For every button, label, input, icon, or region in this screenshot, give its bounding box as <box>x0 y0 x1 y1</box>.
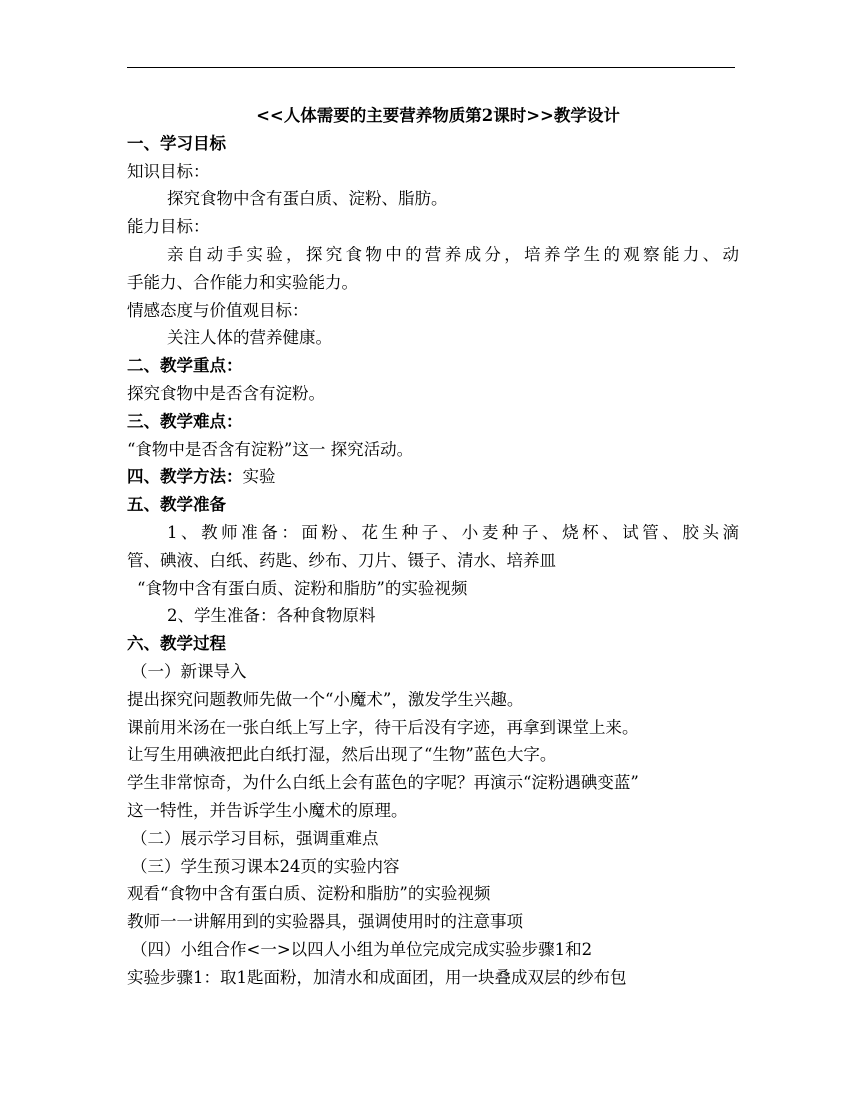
key-points-text: 探究食物中是否含有淀粉。 <box>127 383 325 403</box>
document-body <box>127 102 739 992</box>
header-rule <box>127 67 735 68</box>
attitude-goal-label: 情感态度与价值观目标： <box>127 300 309 320</box>
process-step1-line5: 这一特性，并告诉学生小魔术的原理。 <box>127 800 408 820</box>
process-step3-line1: 观看“食物中含有蛋白质、淀粉和脂肪”的实验视频 <box>127 884 491 904</box>
process-step3-heading: （三）学生预习课本24页的实验内容 <box>131 856 400 876</box>
process-step1-line1: 提出探究问题教师先做一个“小魔术”，激发学生兴趣。 <box>127 689 524 709</box>
methods-text: 实验 <box>242 467 276 487</box>
process-step1-heading: （一）新课导入 <box>131 661 247 681</box>
teacher-prep-line1: 1、教师准备：面粉、花生种子、小麦种子、烧杯、试管、胶头滴 <box>167 522 739 542</box>
section-heading-process: 六、教学过程 <box>127 634 226 654</box>
attitude-goal-text: 关注人体的营养健康。 <box>167 328 332 348</box>
student-prep: 2、学生准备：各种食物原料 <box>167 606 376 626</box>
teacher-prep-video: “食物中含有蛋白质、淀粉和脂肪”的实验视频 <box>137 578 468 598</box>
methods-line <box>127 463 739 491</box>
difficulties-text: “食物中是否含有淀粉”这一 探究活动。 <box>127 439 414 459</box>
process-step1-line2: 课前用米汤在一张白纸上写上字，待干后没有字迹，再拿到课堂上来。 <box>127 717 639 737</box>
process-step1-line3: 让写生用碘液把此白纸打湿，然后出现了“生物”蓝色大字。 <box>127 745 557 765</box>
ability-goal-label: 能力目标： <box>127 217 210 237</box>
knowledge-goal-label: 知识目标： <box>127 161 210 181</box>
teacher-prep-line2: 管、碘液、白纸、药匙、纱布、刀片、镊子、清水、培养皿 <box>127 550 556 570</box>
ability-goal-text-line2: 手能力、合作能力和实验能力。 <box>127 272 358 292</box>
document-title: <<人体需要的主要营养物质第2课时>>教学设计 <box>256 106 620 125</box>
process-step2-heading: （二）展示学习目标，强调重难点 <box>131 828 379 848</box>
section-heading-objectives: 一、学习目标 <box>127 133 226 153</box>
process-step3-line2: 教师一一讲解用到的实验器具，强调使用时的注意事项 <box>127 912 523 932</box>
section-heading-preparation: 五、教学准备 <box>127 495 226 515</box>
ability-goal-text-line1: 亲自动手实验，探究食物中的营养成分，培养学生的观察能力、动 <box>167 244 739 264</box>
knowledge-goal-text: 探究食物中含有蛋白质、淀粉、脂肪。 <box>167 189 448 209</box>
process-step1-line4: 学生非常惊奇，为什么白纸上会有蓝色的字呢？再演示“淀粉遇碘变蓝” <box>127 773 639 793</box>
section-heading-methods: 四、教学方法： <box>127 467 243 487</box>
process-step4-heading: （四）小组合作<一>以四人小组为单位完成完成实验步骤1和2 <box>131 939 593 959</box>
section-heading-key-points: 二、教学重点： <box>127 356 243 376</box>
section-heading-difficulties: 三、教学难点： <box>127 411 243 431</box>
process-step4-line1: 实验步骤1：取1匙面粉，加清水和成面团，用一块叠成双层的纱布包 <box>127 967 627 987</box>
